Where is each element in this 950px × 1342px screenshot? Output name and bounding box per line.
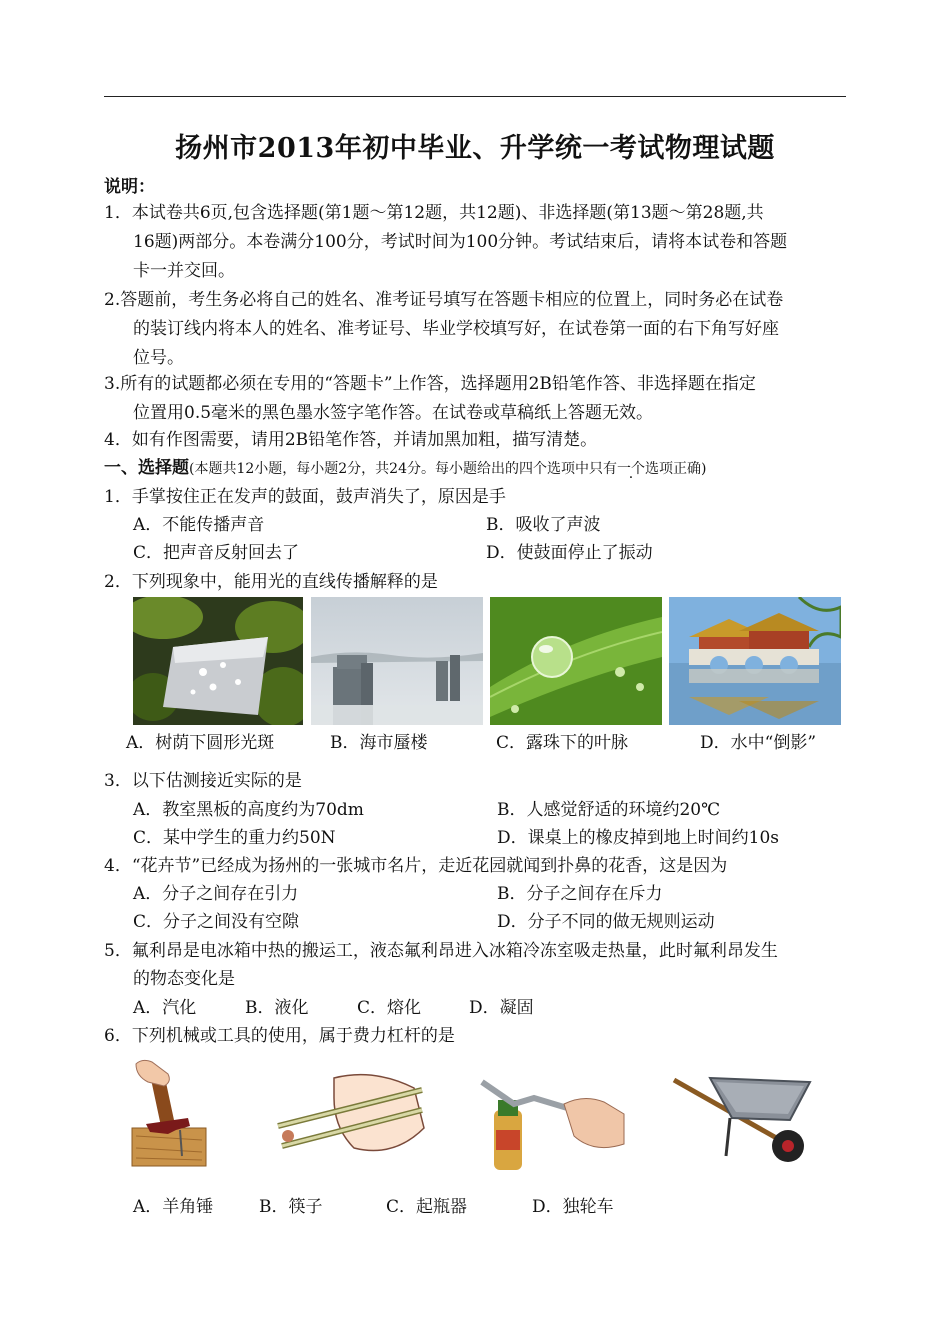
chopsticks-illustration [274, 1068, 426, 1168]
option-b: B．海市蜃楼 [330, 733, 428, 753]
option-d: D．水中“倒影” [700, 733, 817, 753]
leaf-shadow-photo [133, 597, 303, 725]
instruction-line: 1．本试卷共6页,包含选择题(第1题～第12题，共12题)、非选择题(第13题～第28题,共 [104, 203, 764, 223]
option-c: C．分子之间没有空隙 [133, 912, 300, 932]
option-c: C．某中学生的重力约50N [133, 828, 336, 848]
option-d: D．分子不同的做无规则运动 [497, 912, 715, 932]
instruction-line: 位号。 [133, 348, 184, 368]
section-title: 一、选择题 [104, 458, 189, 478]
instruction-line: 16题)两部分。本卷满分100分，考试时间为100分钟。考试结束后，请将本试卷和答题 [133, 232, 788, 252]
option-d: D．独轮车 [532, 1197, 614, 1217]
question-stem-continued: 的物态变化是 [133, 969, 235, 989]
option-c: C．露珠下的叶脉 [496, 733, 629, 753]
instruction-line: 的装订线内将本人的姓名、准考证号、毕业学校填写好，在试卷第一面的右下角写好座 [133, 319, 779, 339]
emphasis-text: 一个 [617, 461, 645, 477]
option-a: A．汽化 [133, 998, 197, 1018]
option-c: C．把声音反射回去了 [133, 543, 300, 563]
option-a: A．羊角锤 [133, 1197, 214, 1217]
instruction-line: 3.所有的试题都必须在专用的“答题卡”上作答，选择题用2B铅笔作答、非选择题在指定 [104, 374, 756, 394]
question-stem: 2．下列现象中，能用光的直线传播解释的是 [104, 572, 438, 592]
option-c: C．起瓶器 [386, 1197, 468, 1217]
option-b: B．吸收了声波 [486, 515, 601, 535]
option-b: B．人感觉舒适的环境约20℃ [497, 800, 721, 820]
option-b: B．液化 [245, 998, 309, 1018]
wheelbarrow-illustration [670, 1060, 820, 1170]
section-heading [104, 457, 706, 480]
option-a: A．分子之间存在引力 [133, 884, 299, 904]
question-stem: 1．手掌按住正在发声的鼓面，鼓声消失了，原因是手 [104, 487, 506, 507]
option-a: A．教室黑板的高度约为70dm [133, 800, 364, 820]
instruction-line: 4．如有作图需要，请用2B铅笔作答，并请加黑加粗，描写清楚。 [104, 430, 598, 450]
option-b: B．筷子 [259, 1197, 323, 1217]
mirage-city-photo [311, 597, 483, 725]
option-d: D．凝固 [469, 998, 534, 1018]
section-note-suffix: 选项正确) [645, 461, 707, 477]
question-stem: 5．氟利昂是电冰箱中热的搬运工，液态氟利昂进入冰箱冷冻室吸走热量，此时氟利昂发生 [104, 941, 778, 961]
option-c: C．熔化 [357, 998, 422, 1018]
instruction-line: 卡一并交回。 [133, 261, 235, 281]
section-note [189, 461, 706, 477]
page-title: 扬州市2013年初中毕业、升学统一考试物理试题 [175, 133, 775, 164]
pavilion-reflection-photo [669, 597, 841, 725]
instructions-heading: 说明： [104, 177, 155, 197]
instruction-line: 位置用0.5毫米的黑色墨水签字笔作答。在试卷或草稿纸上答题无效。 [133, 403, 654, 423]
claw-hammer-illustration [128, 1056, 210, 1168]
option-d: D．使鼓面停止了振动 [486, 543, 653, 563]
top-rule [104, 96, 846, 97]
dewdrop-leaf-photo [490, 597, 662, 725]
instruction-line: 2.答题前，考生务必将自己的姓名、准考证号填写在答题卡相应的位置上，同时务必在试卷 [104, 290, 784, 310]
question-stem: 4．“花卉节”已经成为扬州的一张城市名片，走近花园就闻到扑鼻的花香，这是因为 [104, 856, 728, 876]
option-d: D．课桌上的橡皮掉到地上时间约10s [497, 828, 779, 848]
section-note-prefix: (本题共12小题，每小题2分，共24分。每小题给出的四个选项中只有 [189, 461, 617, 477]
option-b: B．分子之间存在斥力 [497, 884, 663, 904]
bottle-opener-illustration [474, 1074, 626, 1170]
question-stem: 3．以下估测接近实际的是 [104, 771, 302, 791]
option-a: A．不能传播声音 [133, 515, 265, 535]
question-stem: 6．下列机械或工具的使用，属于费力杠杆的是 [104, 1026, 455, 1046]
option-a: A．树荫下圆形光斑 [126, 733, 275, 753]
section-note-emphasis [617, 461, 645, 477]
